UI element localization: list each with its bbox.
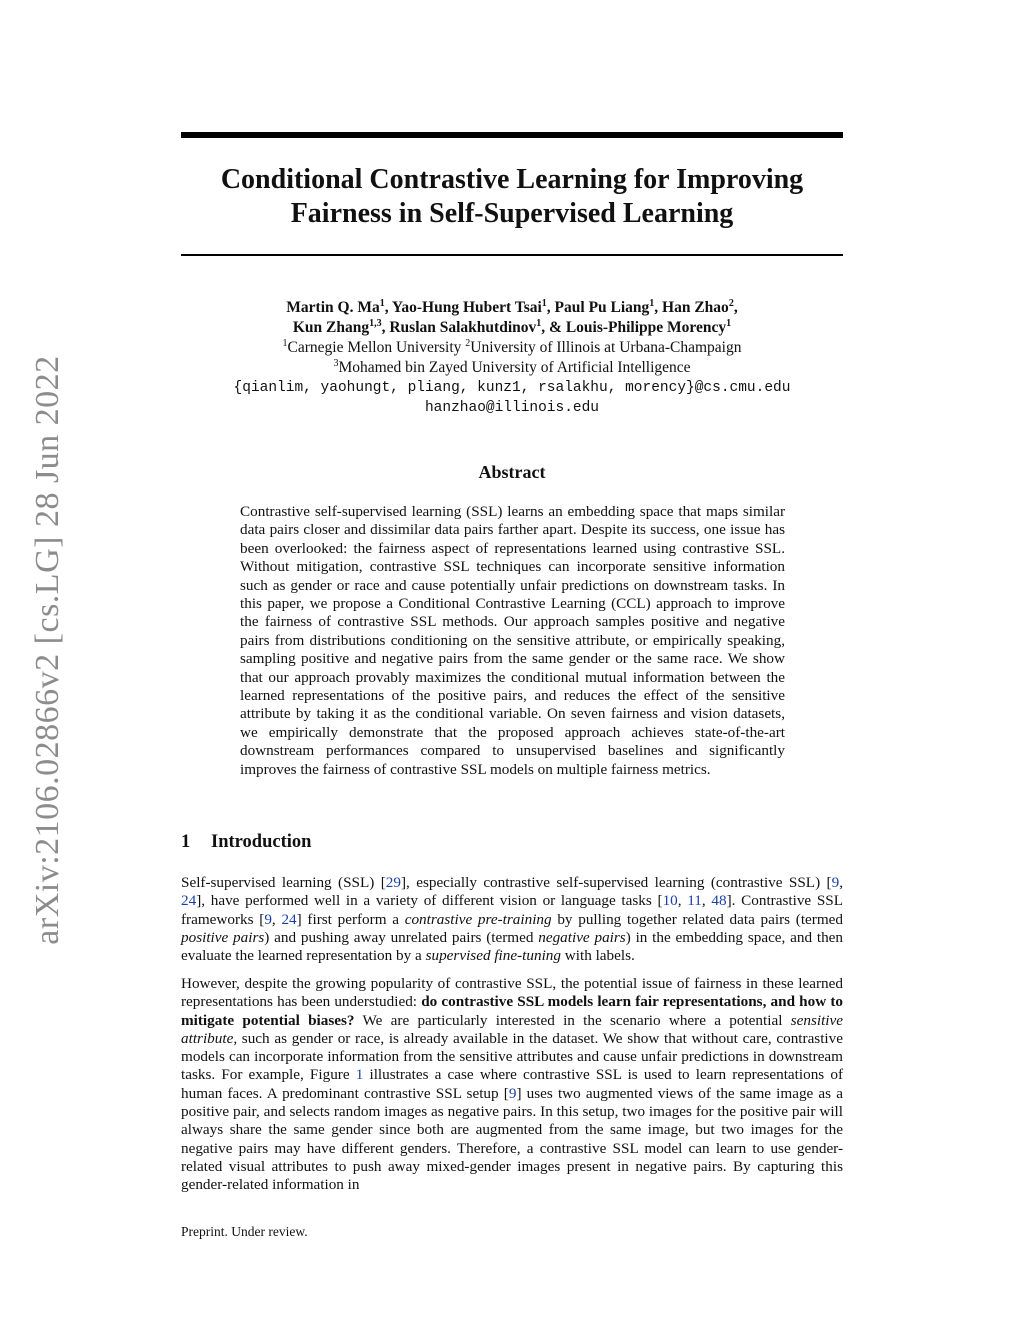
text-run: ], have performed well in a variety of different vision or language tasks [ <box>196 892 663 910</box>
author-affiliation-mark: 1 <box>649 297 655 309</box>
text-run: , <box>701 892 712 910</box>
affiliation-name: Carnegie Mellon University <box>287 339 466 356</box>
text-run: illustrates a case where contrastive SSL is used to learn representations of human faces. A predominant contrastive SSL setup [ <box>181 1066 843 1102</box>
emphasis-term: supervised fine-tuning <box>425 947 561 965</box>
text-run: ], especially contrastive self-supervised learning (contrastive SSL) [ <box>400 874 832 891</box>
author-name: Martin Q. Ma <box>286 299 380 316</box>
citation-link[interactable]: 10 <box>662 892 678 910</box>
author-name: Paul Pu Liang <box>554 299 650 316</box>
emphasis-term: sensitive attribute <box>181 1011 843 1047</box>
text-run: ] first perform a <box>296 910 405 928</box>
text-run: ]. Contrastive SSL frameworks [ <box>181 892 844 928</box>
author-separator: , <box>381 319 390 336</box>
text-run: with labels. <box>560 947 635 965</box>
title-bottom-rule <box>181 254 843 256</box>
author-separator: , <box>384 299 392 316</box>
section-heading-introduction <box>181 832 311 853</box>
author-affiliation-mark: 1,3 <box>369 317 382 329</box>
author-affiliation-mark: 1 <box>536 317 542 329</box>
affiliation-mark: 3 <box>333 357 339 369</box>
section-title: Introduction <box>211 832 312 852</box>
citation-link[interactable]: 9 <box>831 874 840 891</box>
affiliation-mark: 2 <box>465 337 471 349</box>
affiliation-name: Mohamed bin Zayed University of Artificial Intelligence <box>338 359 691 376</box>
text-run: ) in the embedding space, and then evaluate the learned representation by a <box>181 928 844 965</box>
text-run: , <box>677 892 688 910</box>
text-run: ) and pushing away unrelated pairs (termed <box>264 928 539 946</box>
author-block <box>181 298 843 418</box>
figure-reference-link[interactable]: 1 <box>355 1066 364 1084</box>
text-run: , <box>839 874 843 891</box>
citation-link[interactable]: 9 <box>508 1084 517 1102</box>
affiliation-line-1 <box>181 338 843 358</box>
text-run: by pulling together related data pairs (termed <box>551 910 844 928</box>
text-run: , such as gender or race, is already available in the dataset. We show that without care, contrastive models can incorporate information from the sensitive attributes and cause unfair predictions in downstream tasks. For example, Figure <box>181 1029 843 1084</box>
text-run: Self-supervised learning (SSL) [ <box>181 874 386 891</box>
text-run: , <box>271 910 282 928</box>
author-affiliation-mark: 2 <box>728 297 734 309</box>
bold-question: do contrastive SSL models learn fair representations, and how to mitigate potential biases? <box>181 993 844 1029</box>
affiliation-line-2 <box>181 358 843 378</box>
author-name: Yao-Hung Hubert Tsai <box>391 299 542 316</box>
affiliation-mark: 1 <box>282 337 288 349</box>
arxiv-identifier-text: arXiv:2106.02866v2 [cs.LG] 28 Jun 2022 <box>29 355 66 945</box>
intro-paragraph-1 <box>181 874 843 965</box>
citation-link[interactable]: 29 <box>385 874 401 891</box>
text-run: We are particularly interested in the scenario where a potential <box>354 1011 791 1029</box>
abstract-heading: Abstract <box>478 462 546 482</box>
text-run: However, despite the growing popularity of contrastive SSL, the potential issue of fairness in these learned representations has been understudied: <box>181 975 843 1011</box>
text-run: ] uses two augmented views of the same image as a positive pair, and selects random images as negative pairs. In this setup, two images for the positive pair will always share the same gender since both are augmented from the same image, but two images for the negative pairs may have different genders. Therefore, a contrastive SSL model can learn to use gender-related visual attributes to push away mixed-gender images present in negative pairs. By capturing this gender-related information in <box>181 1084 843 1194</box>
email-line-1: {qianlim, yaohungt, pliang, kunz1, rsalakhu, morency}@cs.cmu.edu <box>233 380 791 396</box>
title-line-1: Conditional Contrastive Learning for Improving <box>220 164 804 195</box>
author-name: Louis-Philippe Morency <box>565 319 727 336</box>
author-name: Han Zhao <box>662 299 729 316</box>
abstract-body: Contrastive self-supervised learning (SSL) learns an embedding space that maps similar data pairs closer and dissimilar data pairs farther apart. Despite its success, one issue has been overlooked: the fairness aspect of representations learned using contrastive SSL. Without mitigation, contrastive SSL techniques can incorporate sensitive information such as gender or race and cause potentially unfair predictions on downstream tasks. In this paper, we propose a Conditional Contrastive Learning (CCL) approach to improve the fairness of contrastive SSL methods. Our approach samples positive and negative pairs from distributions conditioning on the sensitive attribute, or empirically speaking, sampling positive and negative pairs from the same gender or the same race. We show that our approach provably maximizes the conditional mutual information between the learned representations of the positive pairs, and reduces the effect of the sensitive attribute by taking it as the conditional variable. On seven fairness and vision datasets, we empirically demonstrate that the proposed approach achieves state-of-the-art downstream performances compared to unsupervised baselines and significantly improves the fairness of contrastive SSL models on multiple fairness metrics. <box>240 503 785 778</box>
citation-link[interactable]: 48 <box>711 892 727 910</box>
citation-link[interactable]: 9 <box>264 910 272 928</box>
emphasis-term: negative pairs <box>538 928 626 946</box>
author-line-1 <box>181 298 843 318</box>
emphasis-term: positive pairs <box>181 928 265 946</box>
author-line-2 <box>181 318 843 338</box>
author-separator: , <box>546 299 555 316</box>
preprint-footer: Preprint. Under review. <box>181 1224 308 1239</box>
title-line-2: Fairness in Self-Supervised Learning <box>290 198 734 229</box>
author-name: Kun Zhang <box>292 319 370 336</box>
section-number: 1 <box>181 832 191 852</box>
email-line-2: hanzhao@illinois.edu <box>424 400 600 416</box>
author-name: Ruslan Salakhutdinov <box>389 319 537 336</box>
author-affiliation-mark: 1 <box>541 297 547 309</box>
paper-title <box>181 163 843 231</box>
author-affiliation-mark: 1 <box>379 297 385 309</box>
title-top-rule <box>181 132 843 138</box>
intro-paragraph-2 <box>181 975 843 1195</box>
author-affiliation-mark: 1 <box>726 317 732 329</box>
citation-link[interactable]: 24 <box>181 892 197 910</box>
author-separator: , & <box>541 319 566 336</box>
author-separator: , <box>654 299 663 316</box>
citation-link[interactable]: 24 <box>281 910 297 928</box>
author-separator: , <box>733 299 738 316</box>
affiliation-name: University of Illinois at Urbana-Champaign <box>470 339 742 356</box>
emphasis-term: contrastive pre-training <box>404 910 552 928</box>
citation-link[interactable]: 11 <box>687 892 702 910</box>
